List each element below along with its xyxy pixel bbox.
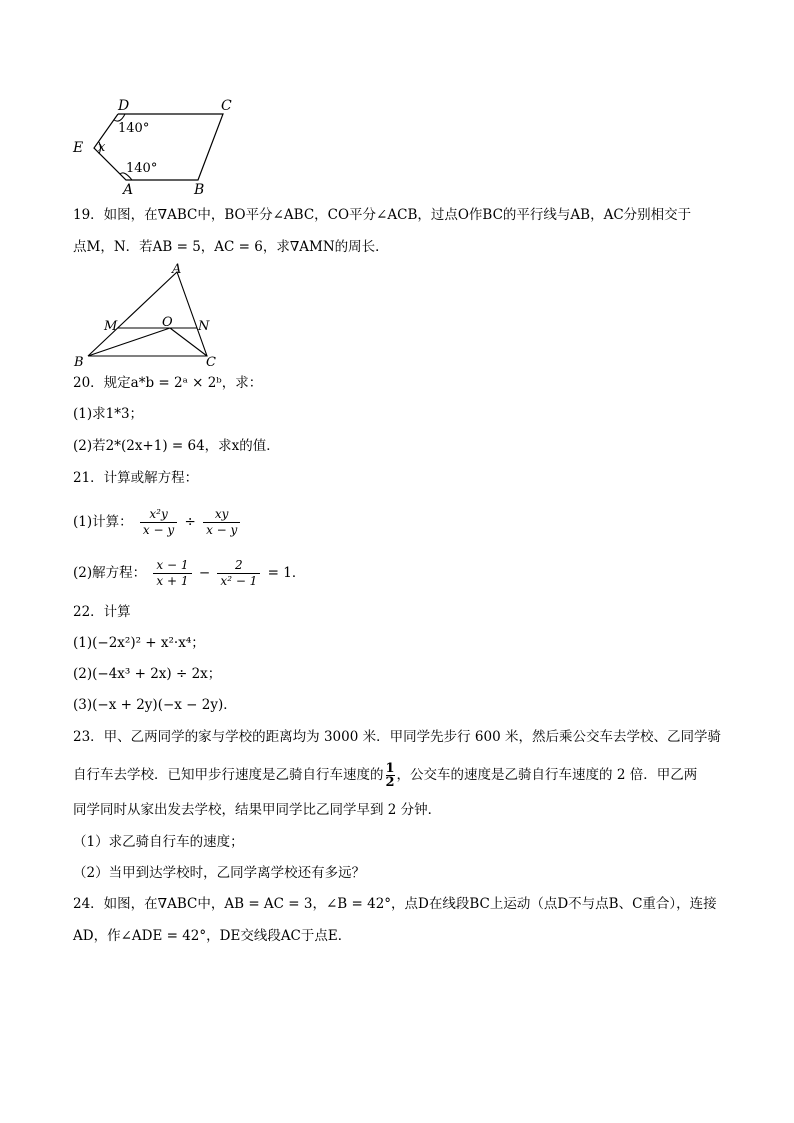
label-a2: A: [172, 262, 182, 277]
fraction-4: [217, 558, 260, 589]
segment-bo: [88, 328, 170, 356]
one-half-numerator: 1: [385, 761, 395, 776]
q21-part1-label: (1)计算：: [73, 514, 133, 530]
fraction-2: [203, 507, 240, 538]
q23-part2: （2）当甲到达学校时，乙同学离学校还有多远？: [73, 865, 366, 881]
fraction-1: [140, 507, 177, 538]
label-x: x: [98, 140, 106, 155]
q23-line1: 23．甲、乙两同学的家与学校的距离均为 3000 米．甲同学先步行 600 米，然后乘公交车去学校、乙同学骑: [73, 729, 721, 745]
label-b: B: [194, 182, 205, 198]
q23-line2-start: 自行车去学校．已知甲步行速度是乙骑自行车速度的: [73, 767, 384, 783]
q23-line3: 同学同时从家出发去学校，结果甲同学比乙同学早到 2 分钟．: [73, 802, 442, 818]
triangle-abc: [88, 272, 207, 356]
q24-line2: AD，作∠ADE = 42°，DE交线段AC于点E．: [73, 928, 352, 944]
q21-part1: [73, 507, 243, 538]
label-c2: C: [206, 355, 216, 370]
q22-part3: (3)(−x + 2y)(−x − 2y)．: [73, 697, 237, 713]
q19-line1: 19．如图，在∇ABC中，BO平分∠ABC，CO平分∠ACB，过点O作BC的平行线与AB，AC分别相交于: [73, 207, 692, 223]
q21-part2-label: (2)解方程：: [73, 565, 147, 581]
q21-title: 21．计算或解方程：: [73, 470, 199, 486]
minus-operator: −: [198, 565, 211, 581]
label-e: E: [73, 140, 84, 156]
fraction-3-numerator: x − 1: [153, 558, 191, 574]
q19-line2: 点M，N．若AB = 5，AC = 6，求∇AMN的周长．: [73, 239, 389, 255]
label-m: M: [104, 319, 118, 334]
one-half-denominator: 2: [385, 775, 395, 790]
label-b2: B: [74, 355, 84, 370]
label-d: D: [118, 98, 130, 114]
pentagon-outline: [94, 114, 223, 180]
label-o: O: [162, 315, 173, 330]
q23-line2: [73, 762, 697, 789]
fraction-2-numerator: xy: [203, 507, 240, 523]
q22-part1: (1)(−2x²)² + x²·x⁴；: [73, 635, 205, 651]
fraction-2-denominator: x − y: [206, 523, 238, 537]
q20-part2: (2)若2*(2x+1) = 64，求x的值．: [73, 438, 280, 454]
fraction-1-denominator: x − y: [142, 523, 175, 537]
q24-line1: 24．如图，在∇ABC中，AB = AC = 3，∠B = 42°，点D在线段BC上运动（点D不与点B、C重合），连接: [73, 896, 717, 912]
q22-part2: (2)(−4x³ + 2x) ÷ 2x；: [73, 666, 222, 682]
q22-title: 22．计算: [73, 604, 131, 620]
q23-line2-end: ，公交车的速度是乙骑自行车速度的 2 倍．甲乙两: [396, 767, 698, 783]
triangle-figure: [68, 258, 228, 370]
label-c: C: [221, 98, 232, 114]
fraction-3-denominator: x + 1: [156, 574, 189, 588]
q23-part1: （1）求乙骑自行车的速度；: [73, 834, 244, 850]
pentagon-figure: [68, 92, 248, 200]
fraction-4-numerator: 2: [217, 558, 260, 574]
fraction-1-numerator: x²y: [140, 507, 177, 523]
angle-label-a: 140°: [126, 161, 158, 176]
one-half-fraction: [386, 762, 395, 789]
angle-label-d: 140°: [118, 121, 150, 136]
fraction-4-denominator: x² − 1: [220, 574, 258, 588]
label-a: A: [123, 182, 134, 198]
equation-rhs: = 1．: [267, 565, 306, 581]
q20-title: 20．规定a*b = 2ᵃ × 2ᵇ，求：: [73, 375, 263, 391]
q21-part2: [73, 558, 305, 589]
divide-operator: ÷: [184, 514, 196, 530]
fraction-3: [153, 558, 191, 589]
q20-part1: (1)求1*3；: [73, 406, 144, 422]
label-n: N: [198, 319, 210, 334]
